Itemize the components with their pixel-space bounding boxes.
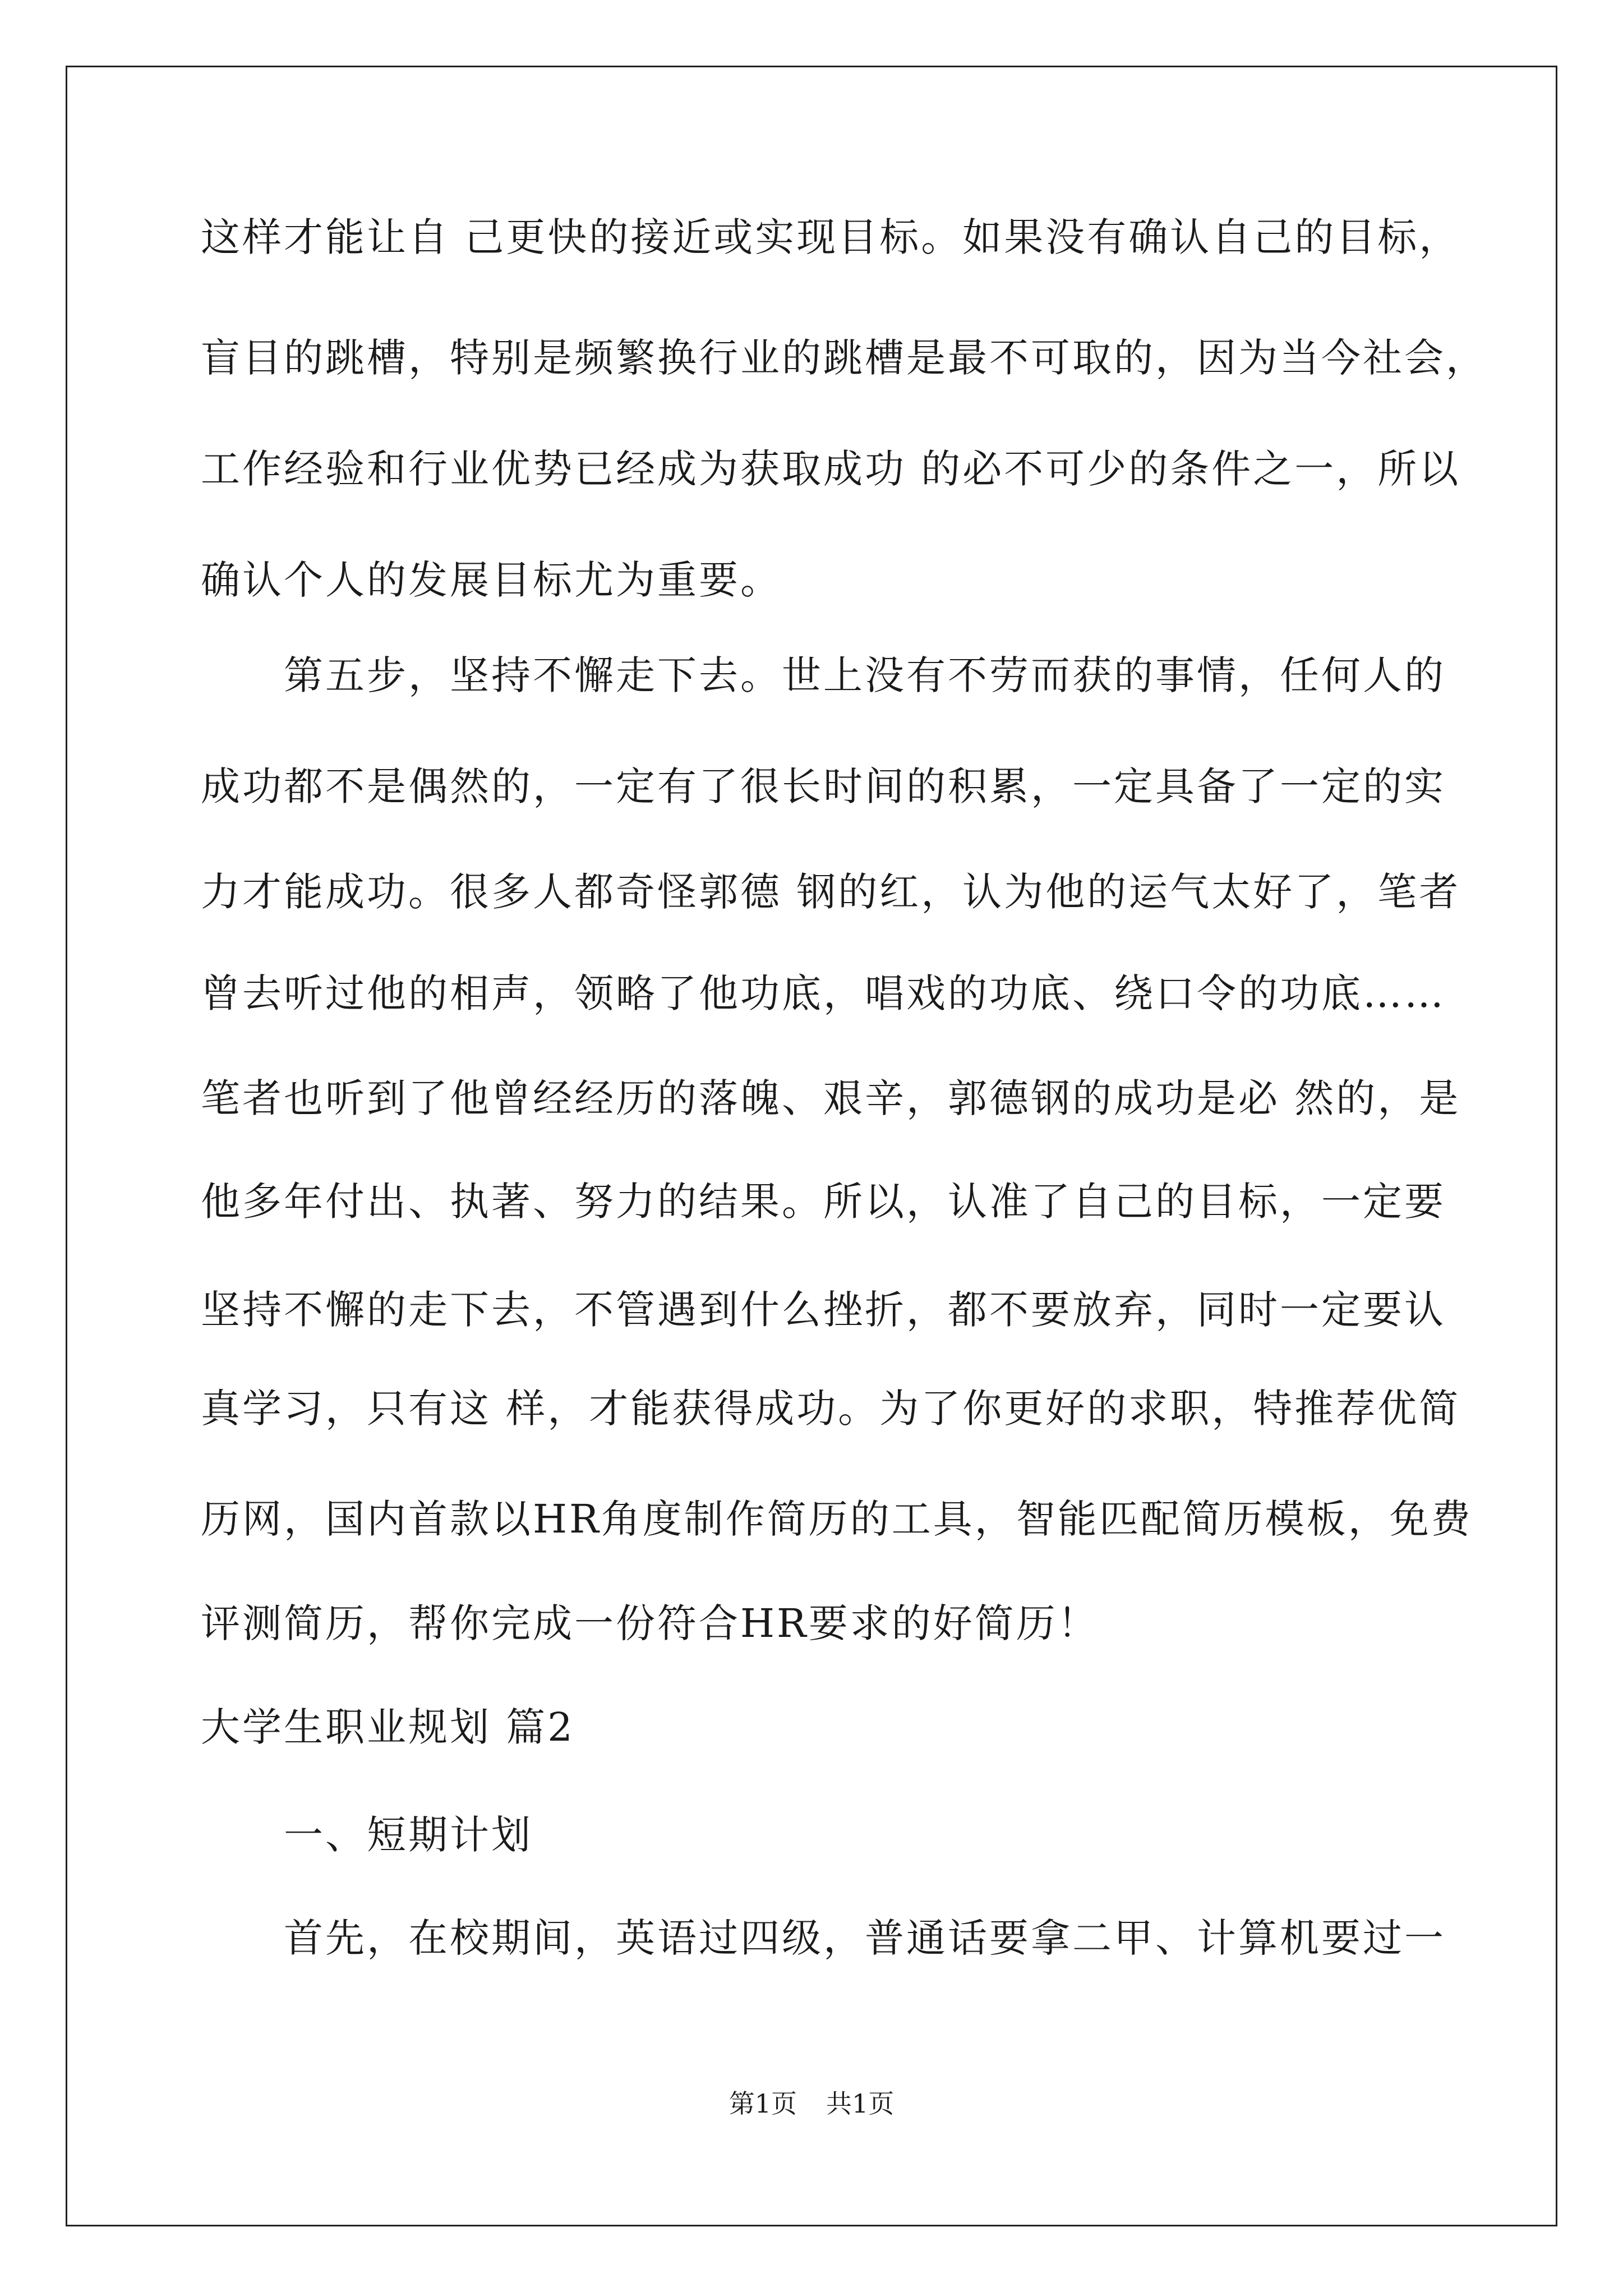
paragraph-line: 第五步，坚持不懈走下去。世上没有不劳而获的事情，任何人的 bbox=[284, 652, 1446, 698]
page-footer bbox=[0, 2087, 1623, 2120]
paragraph-line: 成功都不是偶然的，一定有了很长时间的积累，一定具备了一定的实 bbox=[201, 763, 1446, 809]
paragraph-line: 工作经验和行业优势已经成为获取成功 的必不可少的条件之一，所以 bbox=[201, 446, 1461, 492]
paragraph-line: 笔者也听到了他曾经经历的落魄、艰辛，郭德钢的成功是必 然的，是 bbox=[201, 1075, 1461, 1121]
paragraph-line: 力才能成功。很多人都奇怪郭德 钢的红，认为他的运气太好了，笔者 bbox=[201, 869, 1461, 915]
page-total: 共1页 bbox=[826, 2088, 895, 2119]
paragraph-line: 这样才能让自 己更快的接近或实现目标。如果没有确认自己的目标， bbox=[201, 214, 1461, 260]
paragraph-line: 曾去听过他的相声，领略了他功底，唱戏的功底、绕口令的功底…… bbox=[201, 970, 1446, 1016]
section-heading: 大学生职业规划 篇2 bbox=[201, 1704, 575, 1750]
paragraph-line: 确认个人的发展目标尤为重要。 bbox=[201, 557, 782, 603]
page-number: 第1页 bbox=[728, 2088, 797, 2119]
paragraph-line: 历网，国内首款以HR角度制作简历的工具，智能匹配简历模板，免费 bbox=[201, 1496, 1473, 1542]
paragraph-line: 评测简历，帮你完成一份符合HR要求的好简历！ bbox=[201, 1600, 1099, 1646]
paragraph-line: 他多年付出、执著、努力的结果。所以，认准了自己的目标，一定要 bbox=[201, 1179, 1446, 1225]
paragraph-line: 首先，在校期间，英语过四级，普通话要拿二甲、计算机要过一 bbox=[284, 1915, 1446, 1961]
paragraph-line: 盲目的跳槽，特别是频繁换行业的跳槽是最不可取的，因为当今社会， bbox=[201, 335, 1487, 381]
subsection-heading: 一、短期计划 bbox=[284, 1812, 533, 1858]
page-border bbox=[66, 66, 1557, 2226]
paragraph-line: 坚持不懈的走下去，不管遇到什么挫折，都不要放弃，同时一定要认 bbox=[201, 1287, 1446, 1333]
paragraph-line: 真学习，只有这 样，才能获得成功。为了你更好的求职，特推荐优简 bbox=[201, 1386, 1461, 1432]
